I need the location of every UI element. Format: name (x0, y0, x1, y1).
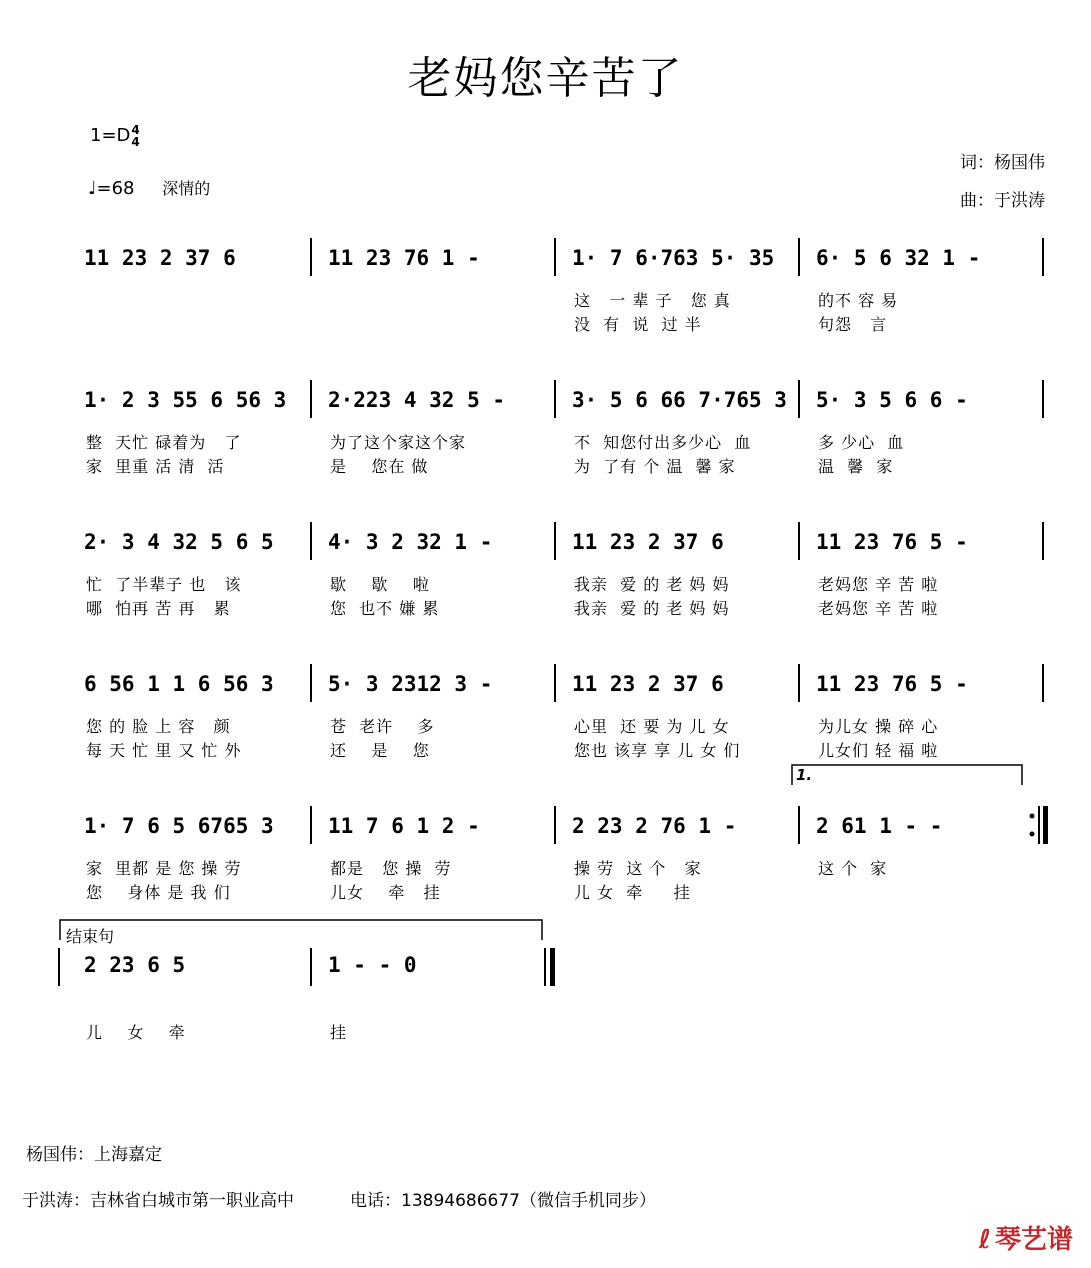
measure: 1· 2 3 55 6 56 3 (84, 388, 287, 412)
measure: 11 23 2 37 6 (84, 246, 236, 270)
ending-barline-start (58, 948, 60, 986)
lyric-verse-2: 句怨 言 (818, 315, 888, 334)
lyric-verse-1: 多 少心 血 (818, 433, 905, 452)
logo-icon: ℓ (978, 1225, 991, 1255)
measure: 11 7 6 1 2 - (328, 814, 480, 838)
lyric-verse-1: 都是 您 操 劳 (330, 859, 452, 878)
lyric-verse-1: 为儿女 操 碎 心 (818, 717, 939, 736)
measure: 2 61 1 - - (816, 814, 943, 838)
measure: 2· 3 4 32 5 6 5 (84, 530, 274, 554)
lyric-verse-2: 没 有 说 过 半 (574, 315, 702, 334)
lyric-verse-1: 歇 歇 啦 (330, 575, 430, 594)
measure: 11 23 2 37 6 (572, 672, 724, 696)
ending-measure-2: 1 - - 0 (328, 953, 417, 977)
volta-label: 1. (796, 766, 813, 784)
measure: 11 23 76 1 - (328, 246, 480, 270)
lyric-verse-2: 老妈您 辛 苦 啦 (818, 599, 939, 618)
repeat-dot-bottom (1030, 832, 1035, 837)
ending-bracket (60, 920, 542, 940)
footer-phone: 电话：13894686677（微信手机同步） (350, 1191, 656, 1211)
ending-final-thin (544, 948, 546, 986)
lyric-verse-2: 每 天 忙 里 又 忙 外 (86, 741, 242, 760)
ending-final-thick (550, 948, 555, 986)
footer-lyricist-info: 杨国伟：上海嘉定 (26, 1145, 162, 1165)
measure: 11 23 76 5 - (816, 530, 968, 554)
ending-lyric-2: 挂 (330, 1023, 348, 1042)
ending-measure-1: 2 23 6 5 (84, 953, 186, 977)
lyric-verse-1: 这 个 家 (818, 859, 888, 878)
lyric-verse-2: 您 也不 嫌 累 (330, 599, 440, 618)
lyric-verse-2: 我亲 爱 的 老 妈 妈 (574, 599, 730, 618)
measure: 2·223 4 32 5 - (328, 388, 506, 412)
lyric-verse-1: 不 知您付出多少心 血 (574, 433, 752, 452)
measure: 6· 5 6 32 1 - (816, 246, 981, 270)
ending-label: 结束句 (66, 927, 115, 946)
lyric-verse-2: 儿女们 轻 福 啦 (818, 741, 939, 760)
lyric-verse-2: 您也 该享 享 儿 女 们 (574, 741, 741, 760)
lyric-verse-2: 您 身体 是 我 们 (86, 883, 231, 902)
logo-text: 琴艺谱 (994, 1225, 1073, 1255)
site-logo (979, 1219, 1073, 1256)
measure: 11 23 2 37 6 (572, 530, 724, 554)
lyric-verse-2: 还 是 您 (330, 741, 430, 760)
time-sig-top: 4 (131, 123, 140, 137)
tempo-label: ♩=68 (88, 178, 135, 199)
repeat-thick-bar (1043, 806, 1048, 844)
key-label: 1=D (90, 125, 131, 146)
measure: 1· 7 6·763 5· 35 (572, 246, 775, 270)
footer-composer-info: 于洪涛：吉林省白城市第一职业高中 (22, 1191, 294, 1211)
lyric-verse-1: 苍 老许 多 (330, 717, 435, 736)
measure: 11 23 76 5 - (816, 672, 968, 696)
volta-bracket (792, 765, 1022, 785)
lyric-verse-1: 心里 还 要 为 儿 女 (574, 717, 730, 736)
lyric-verse-1: 家 里都 是 您 操 劳 (86, 859, 242, 878)
lyric-verse-2: 家 里重 活 清 活 (86, 457, 225, 476)
measure: 1· 7 6 5 6765 3 (84, 814, 274, 838)
lyric-verse-1: 老妈您 辛 苦 啦 (818, 575, 939, 594)
measure: 6 56 1 1 6 56 3 (84, 672, 274, 696)
measure: 3· 5 6 66 7·765 3 (572, 388, 787, 412)
measure: 5· 3 2312 3 - (328, 672, 493, 696)
lyric-verse-2: 儿 女 牵 挂 (574, 883, 691, 902)
repeat-thin-bar (1038, 806, 1040, 844)
lyric-verse-1: 整 天忙 碌着为 了 (86, 433, 242, 452)
lyric-verse-1: 您 的 脸 上 容 颜 (86, 717, 231, 736)
lyric-verse-1: 的不 容 易 (818, 291, 899, 310)
lyric-verse-1: 这 一 辈 子 您 真 (574, 291, 731, 310)
lyric-verse-2: 哪 怕再 苦 再 累 (86, 599, 231, 618)
time-sig-bottom: 4 (131, 135, 140, 149)
lyric-verse-1: 操 劳 这 个 家 (574, 859, 702, 878)
measure: 2 23 2 76 1 - (572, 814, 737, 838)
expression-label: 深情的 (162, 179, 211, 198)
repeat-dot-top (1030, 814, 1035, 819)
lyric-verse-2: 是 您在 做 (330, 457, 429, 476)
lyric-verse-1: 忙 了半辈子 也 该 (86, 575, 242, 594)
ending-barline-mid (310, 948, 312, 986)
lyric-verse-1: 为了这个家这个家 (330, 433, 467, 452)
lyric-verse-2: 为 了有 个 温 馨 家 (574, 457, 736, 476)
lyricist-credit: 词：杨国伟 (960, 153, 1045, 173)
lyric-verse-1: 我亲 爱 的 老 妈 妈 (574, 575, 730, 594)
measure: 5· 3 5 6 6 - (816, 388, 968, 412)
measure: 4· 3 2 32 1 - (328, 530, 493, 554)
lyric-verse-2: 儿女 牵 挂 (330, 883, 441, 902)
composer-credit: 曲：于洪涛 (960, 191, 1045, 211)
ending-lyric-1: 儿 女 牵 (86, 1023, 186, 1042)
page-title: 老妈您辛苦了 (407, 53, 684, 104)
lyric-verse-2: 温 馨 家 (818, 457, 894, 476)
